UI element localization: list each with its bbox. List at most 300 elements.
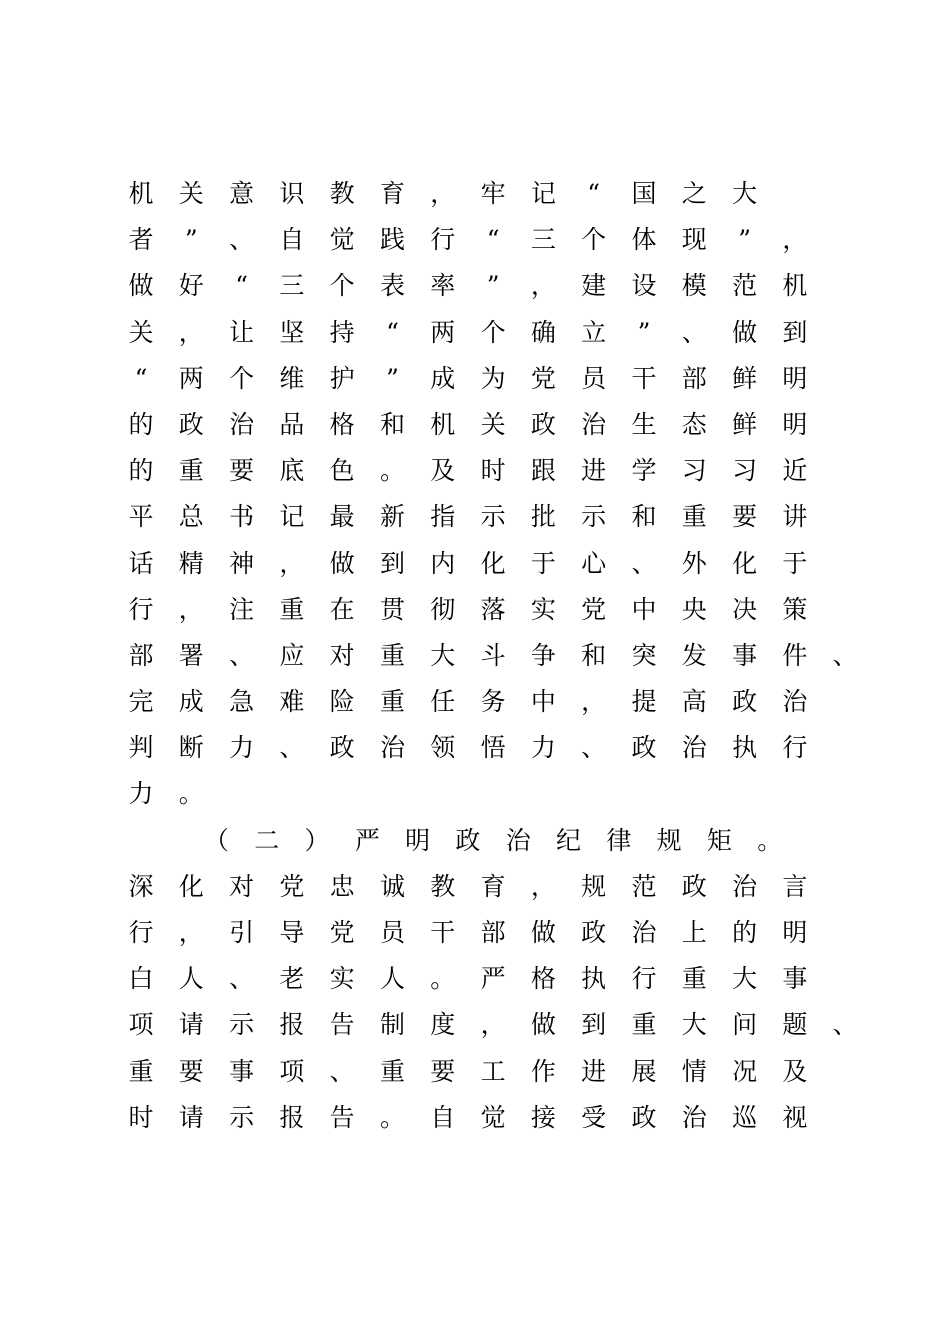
- text-char: 判: [128, 733, 154, 763]
- text-char: 忠: [329, 871, 355, 901]
- text-char: 提: [631, 687, 657, 717]
- text-char: ）: [304, 825, 330, 855]
- text-char: 人: [178, 964, 204, 994]
- text-char: 机: [782, 271, 808, 301]
- text-char: 两: [178, 363, 204, 393]
- text-char: 重: [279, 594, 305, 624]
- text-char: 持: [329, 317, 355, 347]
- text-char: 力: [229, 733, 255, 763]
- text-char: 的: [128, 456, 154, 486]
- text-line: [0, 587, 950, 633]
- text-char: 二: [254, 825, 280, 855]
- text-char: 育: [379, 179, 405, 208]
- text-char: 重: [128, 1056, 154, 1086]
- text-char: 鲜: [732, 363, 758, 393]
- text-char: 平: [128, 502, 154, 532]
- text-char: “: [486, 225, 500, 255]
- text-char: 员: [379, 918, 405, 947]
- text-char: 教: [329, 179, 355, 208]
- text-char: 、: [229, 640, 255, 670]
- text-char: 断: [178, 733, 204, 763]
- text-char: 教: [430, 871, 456, 901]
- text-char: 况: [732, 1056, 758, 1086]
- text-char: 注: [229, 594, 255, 624]
- text-char: 大: [732, 179, 758, 208]
- text-char: 做: [732, 317, 758, 347]
- text-char: 最: [329, 502, 355, 532]
- text-char: 三: [530, 225, 556, 255]
- text-char: 者: [128, 225, 154, 255]
- text-char: 治: [379, 733, 405, 763]
- text-char: 重: [631, 1010, 657, 1040]
- text-char: 悟: [480, 733, 506, 763]
- text-char: 成: [430, 363, 456, 393]
- text-char: 牢: [480, 179, 506, 208]
- text-char: ，: [430, 179, 456, 208]
- text-char: 做: [530, 1010, 556, 1040]
- text-char: 体: [631, 225, 657, 255]
- text-char: 报: [279, 1010, 305, 1040]
- text-char: 署: [178, 640, 204, 670]
- text-char: 中: [631, 594, 657, 624]
- text-char: 告: [329, 1010, 355, 1040]
- text-char: 总: [178, 502, 204, 532]
- text-char: 底: [279, 456, 305, 486]
- text-char: 中: [530, 687, 556, 717]
- text-char: 争: [530, 640, 556, 670]
- text-char: 老: [279, 964, 305, 994]
- text-line: [0, 864, 950, 910]
- text-char: 规: [581, 871, 607, 901]
- text-line: [0, 356, 950, 402]
- text-char: 行: [430, 225, 456, 255]
- text-char: 大: [430, 640, 456, 670]
- text-char: 机: [128, 179, 154, 208]
- text-char: 模: [681, 271, 707, 301]
- text-char: 国: [631, 179, 657, 208]
- text-char: 三: [279, 271, 305, 301]
- text-char: 重: [681, 502, 707, 532]
- text-char: 央: [681, 594, 707, 624]
- text-char: 件: [782, 640, 808, 670]
- text-char: ，: [178, 594, 204, 624]
- text-char: ，: [279, 548, 305, 578]
- text-char: 、: [631, 548, 657, 578]
- text-char: 明: [782, 409, 808, 439]
- text-line: [0, 1095, 950, 1141]
- text-char: 让: [229, 317, 255, 347]
- text-char: 做: [530, 918, 556, 947]
- text-char: 跟: [530, 456, 556, 486]
- text-char: 政: [455, 825, 481, 855]
- text-char: 个: [329, 271, 355, 301]
- text-char: 言: [782, 871, 808, 901]
- text-char: 规: [656, 825, 682, 855]
- text-line: [0, 679, 950, 725]
- text-char: 治: [631, 918, 657, 947]
- text-char: 习: [681, 456, 707, 486]
- text-char: 要: [732, 502, 758, 532]
- text-char: 关: [128, 317, 154, 347]
- text-char: 生: [631, 409, 657, 439]
- text-char: 决: [732, 594, 758, 624]
- text-char: 觉: [329, 225, 355, 255]
- text-char: 话: [128, 548, 154, 578]
- text-char: 和: [631, 502, 657, 532]
- text-char: 成: [178, 687, 204, 717]
- text-char: 、: [229, 964, 255, 994]
- text-char: 建: [581, 271, 607, 301]
- text-char: 之: [681, 179, 707, 208]
- text-char: 和: [581, 640, 607, 670]
- text-char: 和: [379, 409, 405, 439]
- text-char: 进: [581, 1056, 607, 1086]
- text-char: 学: [631, 456, 657, 486]
- text-char: 示: [229, 1010, 255, 1040]
- text-char: ，: [178, 317, 204, 347]
- text-line: [0, 910, 950, 956]
- text-char: 重: [379, 1056, 405, 1086]
- text-char: 行: [128, 594, 154, 624]
- text-char: 神: [229, 548, 255, 578]
- text-char: 突: [631, 640, 657, 670]
- text-char: 。: [379, 456, 405, 486]
- text-char: 示: [229, 1102, 255, 1132]
- text-char: 诚: [379, 871, 405, 901]
- text-char: 。: [430, 964, 456, 994]
- text-char: 化: [178, 871, 204, 901]
- text-char: 力: [530, 733, 556, 763]
- text-char: 领: [430, 733, 456, 763]
- text-char: 确: [530, 317, 556, 347]
- text-char: 及: [430, 456, 456, 486]
- text-char: 请: [178, 1102, 204, 1132]
- text-char: 大: [732, 964, 758, 994]
- text-char: ，: [480, 1010, 506, 1040]
- text-char: ”: [486, 271, 500, 301]
- text-char: 格: [329, 409, 355, 439]
- text-char: 部: [128, 640, 154, 670]
- text-char: 记: [279, 502, 305, 532]
- text-char: 心: [581, 548, 607, 578]
- text-char: 急: [229, 687, 255, 717]
- text-char: ”: [637, 317, 651, 347]
- text-char: 立: [581, 317, 607, 347]
- text-line: [0, 448, 950, 494]
- text-char: 到: [581, 1010, 607, 1040]
- text-char: 批: [530, 502, 556, 532]
- text-char: 接: [530, 1102, 556, 1132]
- text-char: （: [203, 825, 229, 855]
- text-char: 治: [782, 687, 808, 717]
- text-char: 任: [430, 687, 456, 717]
- text-char: 机: [430, 409, 456, 439]
- text-line: [0, 494, 950, 540]
- text-char: 于: [530, 548, 556, 578]
- text-char: 。: [757, 825, 783, 855]
- text-char: 坚: [279, 317, 305, 347]
- text-char: 自: [430, 1102, 456, 1132]
- text-char: 识: [279, 179, 305, 208]
- text-char: 报: [279, 1102, 305, 1132]
- text-char: 干: [430, 918, 456, 947]
- text-char: 现: [681, 225, 707, 255]
- text-char: 关: [178, 179, 204, 208]
- text-char: 的: [128, 409, 154, 439]
- text-char: 行: [631, 964, 657, 994]
- text-char: 政: [732, 687, 758, 717]
- text-char: 部: [681, 363, 707, 393]
- text-char: 、: [832, 1010, 858, 1040]
- text-char: 明: [405, 825, 431, 855]
- text-char: 律: [606, 825, 632, 855]
- text-line: [0, 725, 950, 771]
- text-char: 彻: [430, 594, 456, 624]
- text-char: 践: [379, 225, 405, 255]
- text-char: “: [235, 271, 248, 301]
- text-char: 导: [279, 918, 305, 947]
- text-char: 精: [178, 548, 204, 578]
- text-char: 、: [581, 733, 607, 763]
- text-char: 政: [631, 733, 657, 763]
- text-char: 鲜: [732, 409, 758, 439]
- text-char: 化: [480, 548, 506, 578]
- text-char: 实: [530, 594, 556, 624]
- text-line: [0, 217, 950, 263]
- text-char: 治: [681, 1102, 707, 1132]
- text-char: ”: [738, 225, 751, 255]
- text-char: 个: [581, 225, 607, 255]
- text-char: 项: [279, 1056, 305, 1086]
- text-char: 书: [229, 502, 255, 532]
- text-char: 执: [732, 733, 758, 763]
- text-char: 制: [379, 1010, 405, 1040]
- text-char: ”: [386, 363, 399, 393]
- text-char: 为: [480, 363, 506, 393]
- text-char: 新: [379, 502, 405, 532]
- text-char: 品: [279, 409, 305, 439]
- text-char: 对: [229, 871, 255, 901]
- text-line: [0, 310, 950, 356]
- text-char: 自: [279, 225, 305, 255]
- text-char: “: [134, 363, 148, 393]
- text-char: 习: [732, 456, 758, 486]
- text-char: 、: [279, 733, 305, 763]
- text-char: 重: [178, 456, 204, 486]
- text-char: 对: [329, 640, 355, 670]
- text-char: 斗: [480, 640, 506, 670]
- text-char: 、: [832, 640, 858, 670]
- text-char: 内: [430, 548, 456, 578]
- text-char: 人: [379, 964, 405, 994]
- text-char: ，: [782, 225, 808, 255]
- text-char: 重: [379, 640, 405, 670]
- text-char: 执: [581, 964, 607, 994]
- text-char: 化: [732, 548, 758, 578]
- text-char: 实: [329, 964, 355, 994]
- text-char: 完: [128, 687, 154, 717]
- text-char: 两: [430, 317, 456, 347]
- text-line: [0, 633, 950, 679]
- text-char: 贯: [379, 594, 405, 624]
- text-char: 。: [178, 779, 204, 809]
- text-char: 于: [782, 548, 808, 578]
- text-char: 重: [681, 964, 707, 994]
- text-char: 行: [128, 918, 154, 947]
- text-char: 表: [379, 271, 405, 301]
- text-char: 。: [379, 1102, 405, 1132]
- text-char: 个: [480, 317, 506, 347]
- text-char: 事: [732, 640, 758, 670]
- text-char: 项: [128, 1010, 154, 1040]
- text-char: 展: [631, 1056, 657, 1086]
- text-char: 引: [229, 918, 255, 947]
- text-char: 告: [329, 1102, 355, 1132]
- text-char: 治: [681, 733, 707, 763]
- text-char: 、: [229, 225, 255, 255]
- text-char: 示: [480, 502, 506, 532]
- text-char: 要: [430, 1056, 456, 1086]
- text-char: 时: [480, 456, 506, 486]
- text-char: 明: [782, 363, 808, 393]
- text-char: ，: [178, 918, 204, 947]
- text-char: 、: [681, 317, 707, 347]
- text-char: 指: [430, 502, 456, 532]
- text-char: 、: [329, 1056, 355, 1086]
- body-text: [0, 171, 950, 1141]
- text-line: [0, 171, 950, 217]
- text-char: 外: [681, 548, 707, 578]
- text-char: 育: [480, 871, 506, 901]
- text-char: 做: [329, 548, 355, 578]
- text-char: 到: [379, 548, 405, 578]
- text-char: 严: [480, 964, 506, 994]
- text-char: 干: [631, 363, 657, 393]
- text-char: 率: [430, 271, 456, 301]
- text-char: 题: [782, 1010, 808, 1040]
- text-char: 力: [128, 779, 154, 809]
- text-char: 险: [329, 687, 355, 717]
- text-char: 近: [782, 456, 808, 486]
- text-char: 政: [681, 871, 707, 901]
- text-char: 范: [732, 271, 758, 301]
- text-char: 做: [128, 271, 154, 301]
- text-char: 情: [681, 1056, 707, 1086]
- text-char: 上: [681, 918, 707, 947]
- text-char: 严: [354, 825, 380, 855]
- text-char: “: [386, 317, 399, 347]
- text-char: 巡: [732, 1102, 758, 1132]
- text-char: ，: [530, 871, 556, 901]
- text-line: [0, 402, 950, 448]
- text-char: 政: [329, 733, 355, 763]
- text-char: 员: [581, 363, 607, 393]
- text-char: 示: [581, 502, 607, 532]
- text-char: 意: [229, 179, 255, 208]
- text-char: ，: [581, 687, 607, 717]
- text-line: [0, 541, 950, 587]
- text-char: 时: [128, 1102, 154, 1132]
- text-char: 政: [631, 1102, 657, 1132]
- text-char: “: [587, 179, 601, 208]
- text-char: 护: [329, 363, 355, 393]
- text-char: 治: [581, 409, 607, 439]
- text-char: 治: [505, 825, 531, 855]
- text-char: 视: [782, 1102, 808, 1132]
- text-char: 深: [128, 871, 154, 901]
- text-char: 请: [178, 1010, 204, 1040]
- text-char: 要: [178, 1056, 204, 1086]
- text-char: 觉: [480, 1102, 506, 1132]
- text-char: 色: [329, 456, 355, 486]
- text-char: 纪: [556, 825, 582, 855]
- text-char: 关: [480, 409, 506, 439]
- text-char: 政: [581, 918, 607, 947]
- text-char: ”: [184, 225, 198, 255]
- text-char: 事: [229, 1056, 255, 1086]
- text-char: 及: [782, 1056, 808, 1086]
- text-char: 务: [480, 687, 506, 717]
- text-char: 策: [782, 594, 808, 624]
- text-line: [0, 956, 950, 1002]
- text-line: [0, 1049, 950, 1095]
- text-char: 重: [379, 687, 405, 717]
- text-char: ，: [530, 271, 556, 301]
- text-char: 受: [581, 1102, 607, 1132]
- text-char: 白: [128, 964, 154, 994]
- text-char: 党: [530, 363, 556, 393]
- text-char: 事: [782, 964, 808, 994]
- text-char: 进: [581, 456, 607, 486]
- text-line: [0, 1002, 950, 1048]
- text-char: 部: [480, 918, 506, 947]
- text-char: 发: [681, 640, 707, 670]
- text-char: 设: [631, 271, 657, 301]
- text-char: 要: [229, 456, 255, 486]
- text-char: 问: [732, 1010, 758, 1040]
- text-char: 大: [681, 1010, 707, 1040]
- text-char: 行: [782, 733, 808, 763]
- text-char: 在: [329, 594, 355, 624]
- text-char: 党: [279, 871, 305, 901]
- text-char: 明: [782, 918, 808, 947]
- text-char: 范: [631, 871, 657, 901]
- text-char: 治: [732, 871, 758, 901]
- section-heading: [0, 818, 950, 864]
- text-char: 难: [279, 687, 305, 717]
- text-char: 度: [430, 1010, 456, 1040]
- text-line: [0, 263, 950, 309]
- text-char: 治: [229, 409, 255, 439]
- text-char: 记: [530, 179, 556, 208]
- text-char: 落: [480, 594, 506, 624]
- text-char: 个: [229, 363, 255, 393]
- text-char: 政: [178, 409, 204, 439]
- text-char: 应: [279, 640, 305, 670]
- text-char: 态: [681, 409, 707, 439]
- text-char: 的: [732, 918, 758, 947]
- text-line: [0, 771, 950, 817]
- text-char: 格: [530, 964, 556, 994]
- text-char: 高: [681, 687, 707, 717]
- text-char: 矩: [706, 825, 732, 855]
- text-char: 党: [329, 918, 355, 947]
- text-char: 维: [279, 363, 305, 393]
- text-char: 到: [782, 317, 808, 347]
- text-char: 政: [530, 409, 556, 439]
- text-char: 工: [480, 1056, 506, 1086]
- text-char: 党: [581, 594, 607, 624]
